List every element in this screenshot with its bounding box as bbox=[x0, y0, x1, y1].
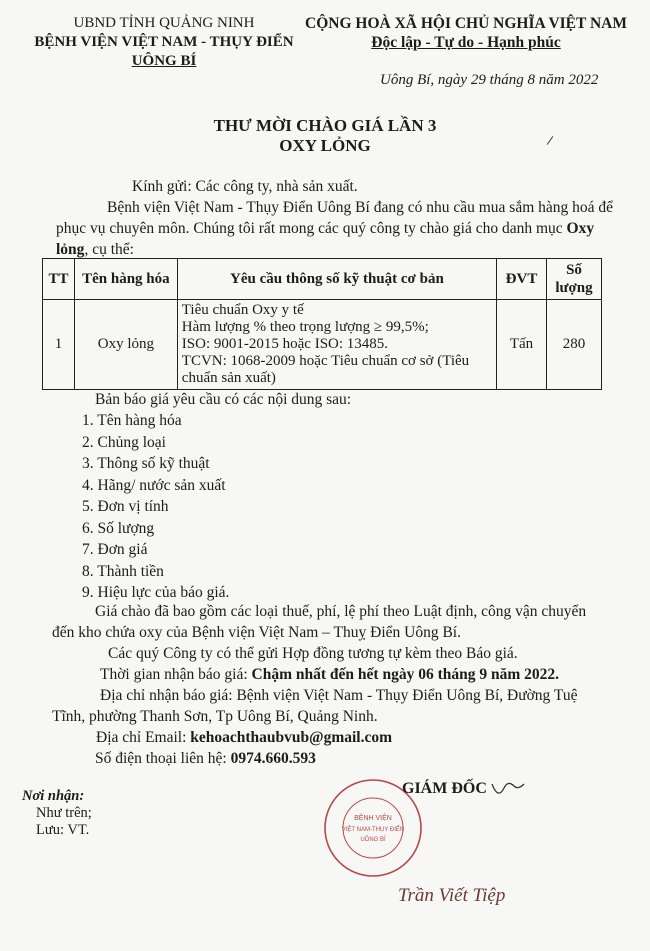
list-item: 5. Đơn vị tính bbox=[82, 498, 169, 515]
cell-spec: Tiêu chuẩn Oxy y tế Hàm lượng % theo trọng lượng ≥ 99,5%; ISO: 9001-2015 hoặc ISO: 13485. TCVN: 1068-2009 hoặc Tiêu chuẩn cơ sở (Tiêu chuẩn sản xuất) bbox=[177, 300, 496, 390]
list-item: 6. Số lượng bbox=[82, 519, 155, 537]
cell-tt: 1 bbox=[43, 300, 75, 390]
price-note-1: Giá chào đã bao gồm các loại thuế, phí, lệ phí theo Luật định, công vận chuyển bbox=[95, 603, 587, 620]
table-row bbox=[43, 300, 602, 390]
list-item: 3. Thông số kỹ thuật bbox=[82, 455, 210, 472]
address-line-1: Địa chỉ nhận báo giá: Bệnh viện Việt Nam - Thụy Điển Uông Bí, Đường Tuệ bbox=[100, 687, 578, 704]
stamp-line: UÔNG BÍ bbox=[360, 837, 386, 843]
intro-line-3 bbox=[56, 239, 134, 260]
list-item: 4. Hãng/ nước sản xuất bbox=[82, 476, 226, 494]
document-title: THƯ MỜI CHÀO GIÁ LẦN 3 bbox=[213, 116, 437, 135]
requirements-intro: Bản báo giá yêu cầu có các nội dung sau: bbox=[95, 391, 352, 408]
date-line: Uông Bí, ngày 29 tháng 8 năm 2022 bbox=[380, 72, 599, 88]
list-item: 9. Hiệu lực của báo giá. bbox=[82, 584, 230, 601]
contract-note: Các quý Công ty có thể gửi Hợp đồng tương tự kèm theo Báo giá. bbox=[108, 645, 518, 662]
issuer-city: UÔNG BÍ bbox=[131, 53, 197, 69]
intro-product-cont: lỏng bbox=[56, 241, 85, 258]
list-item: 8. Thành tiền bbox=[82, 562, 164, 580]
national-motto-block bbox=[296, 14, 636, 52]
phone-line: Số điện thoại liên hệ: 0974.660.593 bbox=[95, 750, 316, 767]
intro-product: Oxy bbox=[566, 220, 595, 237]
col-tt: TT bbox=[43, 259, 75, 300]
recipients-block bbox=[22, 788, 92, 839]
col-spec: Yêu cầu thông số kỹ thuật cơ bản bbox=[177, 259, 496, 300]
document-subtitle: OXY LỎNG bbox=[279, 136, 371, 155]
deadline-line: Thời gian nhận báo giá: Chậm nhất đến hết ngày 06 tháng 9 năm 2022. bbox=[100, 666, 560, 683]
table-header-row bbox=[43, 259, 602, 300]
email-value: kehoachthaubvub@gmail.com bbox=[190, 729, 393, 746]
cell-name: Oxy lỏng bbox=[74, 300, 177, 390]
national-title: CỘNG HOÀ XÃ HỘI CHỦ NGHĨA VIỆT NAM bbox=[305, 15, 627, 32]
phone-value: 0974.660.593 bbox=[230, 750, 316, 767]
recipient-item: Như trên; bbox=[36, 805, 92, 821]
issuer-hospital: BỆNH VIỆN VIỆT NAM - THỤY ĐIỂN bbox=[34, 34, 294, 50]
list-item: 1. Tên hàng hóa bbox=[82, 412, 182, 429]
stamp-line: BỆNH VIỆN bbox=[354, 815, 392, 822]
intro-line-2 bbox=[56, 218, 594, 239]
greeting: Kính gửi: Các công ty, nhà sản xuất. bbox=[132, 178, 358, 195]
requirements-list bbox=[82, 410, 229, 604]
intro-text: phục vụ chuyên môn. Chúng tôi rất mong các quý công ty chào giá cho danh mục bbox=[56, 220, 567, 237]
signer-title: GIÁM ĐỐC bbox=[402, 780, 487, 797]
deadline-value: Chậm nhất đến hết ngày 06 tháng 9 năm 2022. bbox=[251, 666, 560, 683]
cell-unit: Tấn bbox=[497, 300, 547, 390]
col-unit: ĐVT bbox=[497, 259, 547, 300]
col-qty: Số lượng bbox=[547, 259, 602, 300]
national-motto: Độc lập - Tự do - Hạnh phúc bbox=[371, 34, 561, 51]
stamp-line: VIỆT NAM-THỤY ĐIỂN bbox=[341, 827, 405, 833]
col-name: Tên hàng hóa bbox=[74, 259, 177, 300]
price-note-2: đến kho chứa oxy của Bệnh viện Việt Nam – Thuỵ Điển Uông Bí. bbox=[52, 624, 461, 641]
list-item: 7. Đơn giá bbox=[82, 541, 148, 558]
recipients-label: Nơi nhận: bbox=[22, 788, 85, 804]
intro-text-end: , cụ thể: bbox=[84, 241, 134, 258]
cell-qty: 280 bbox=[547, 300, 602, 390]
address-line-2: Tĩnh, phường Thanh Sơn, Tp Uông Bí, Quảng Ninh. bbox=[52, 708, 378, 725]
email-line: Địa chỉ Email: kehoachthaubvub@gmail.com bbox=[96, 729, 393, 746]
recipient-item: Lưu: VT. bbox=[36, 822, 90, 838]
signature-mark bbox=[490, 778, 530, 800]
issuer-province: UBND TỈNH QUẢNG NINH bbox=[73, 15, 255, 31]
signer-name: Trần Viết Tiệp bbox=[398, 885, 506, 906]
items-table bbox=[42, 258, 602, 390]
issuer-block bbox=[24, 14, 304, 71]
intro-line-1: Bệnh viện Việt Nam - Thụy Điển Uông Bí đang có nhu cầu mua sắm hàng hoá để bbox=[107, 199, 614, 216]
list-item: 2. Chủng loại bbox=[82, 433, 166, 451]
